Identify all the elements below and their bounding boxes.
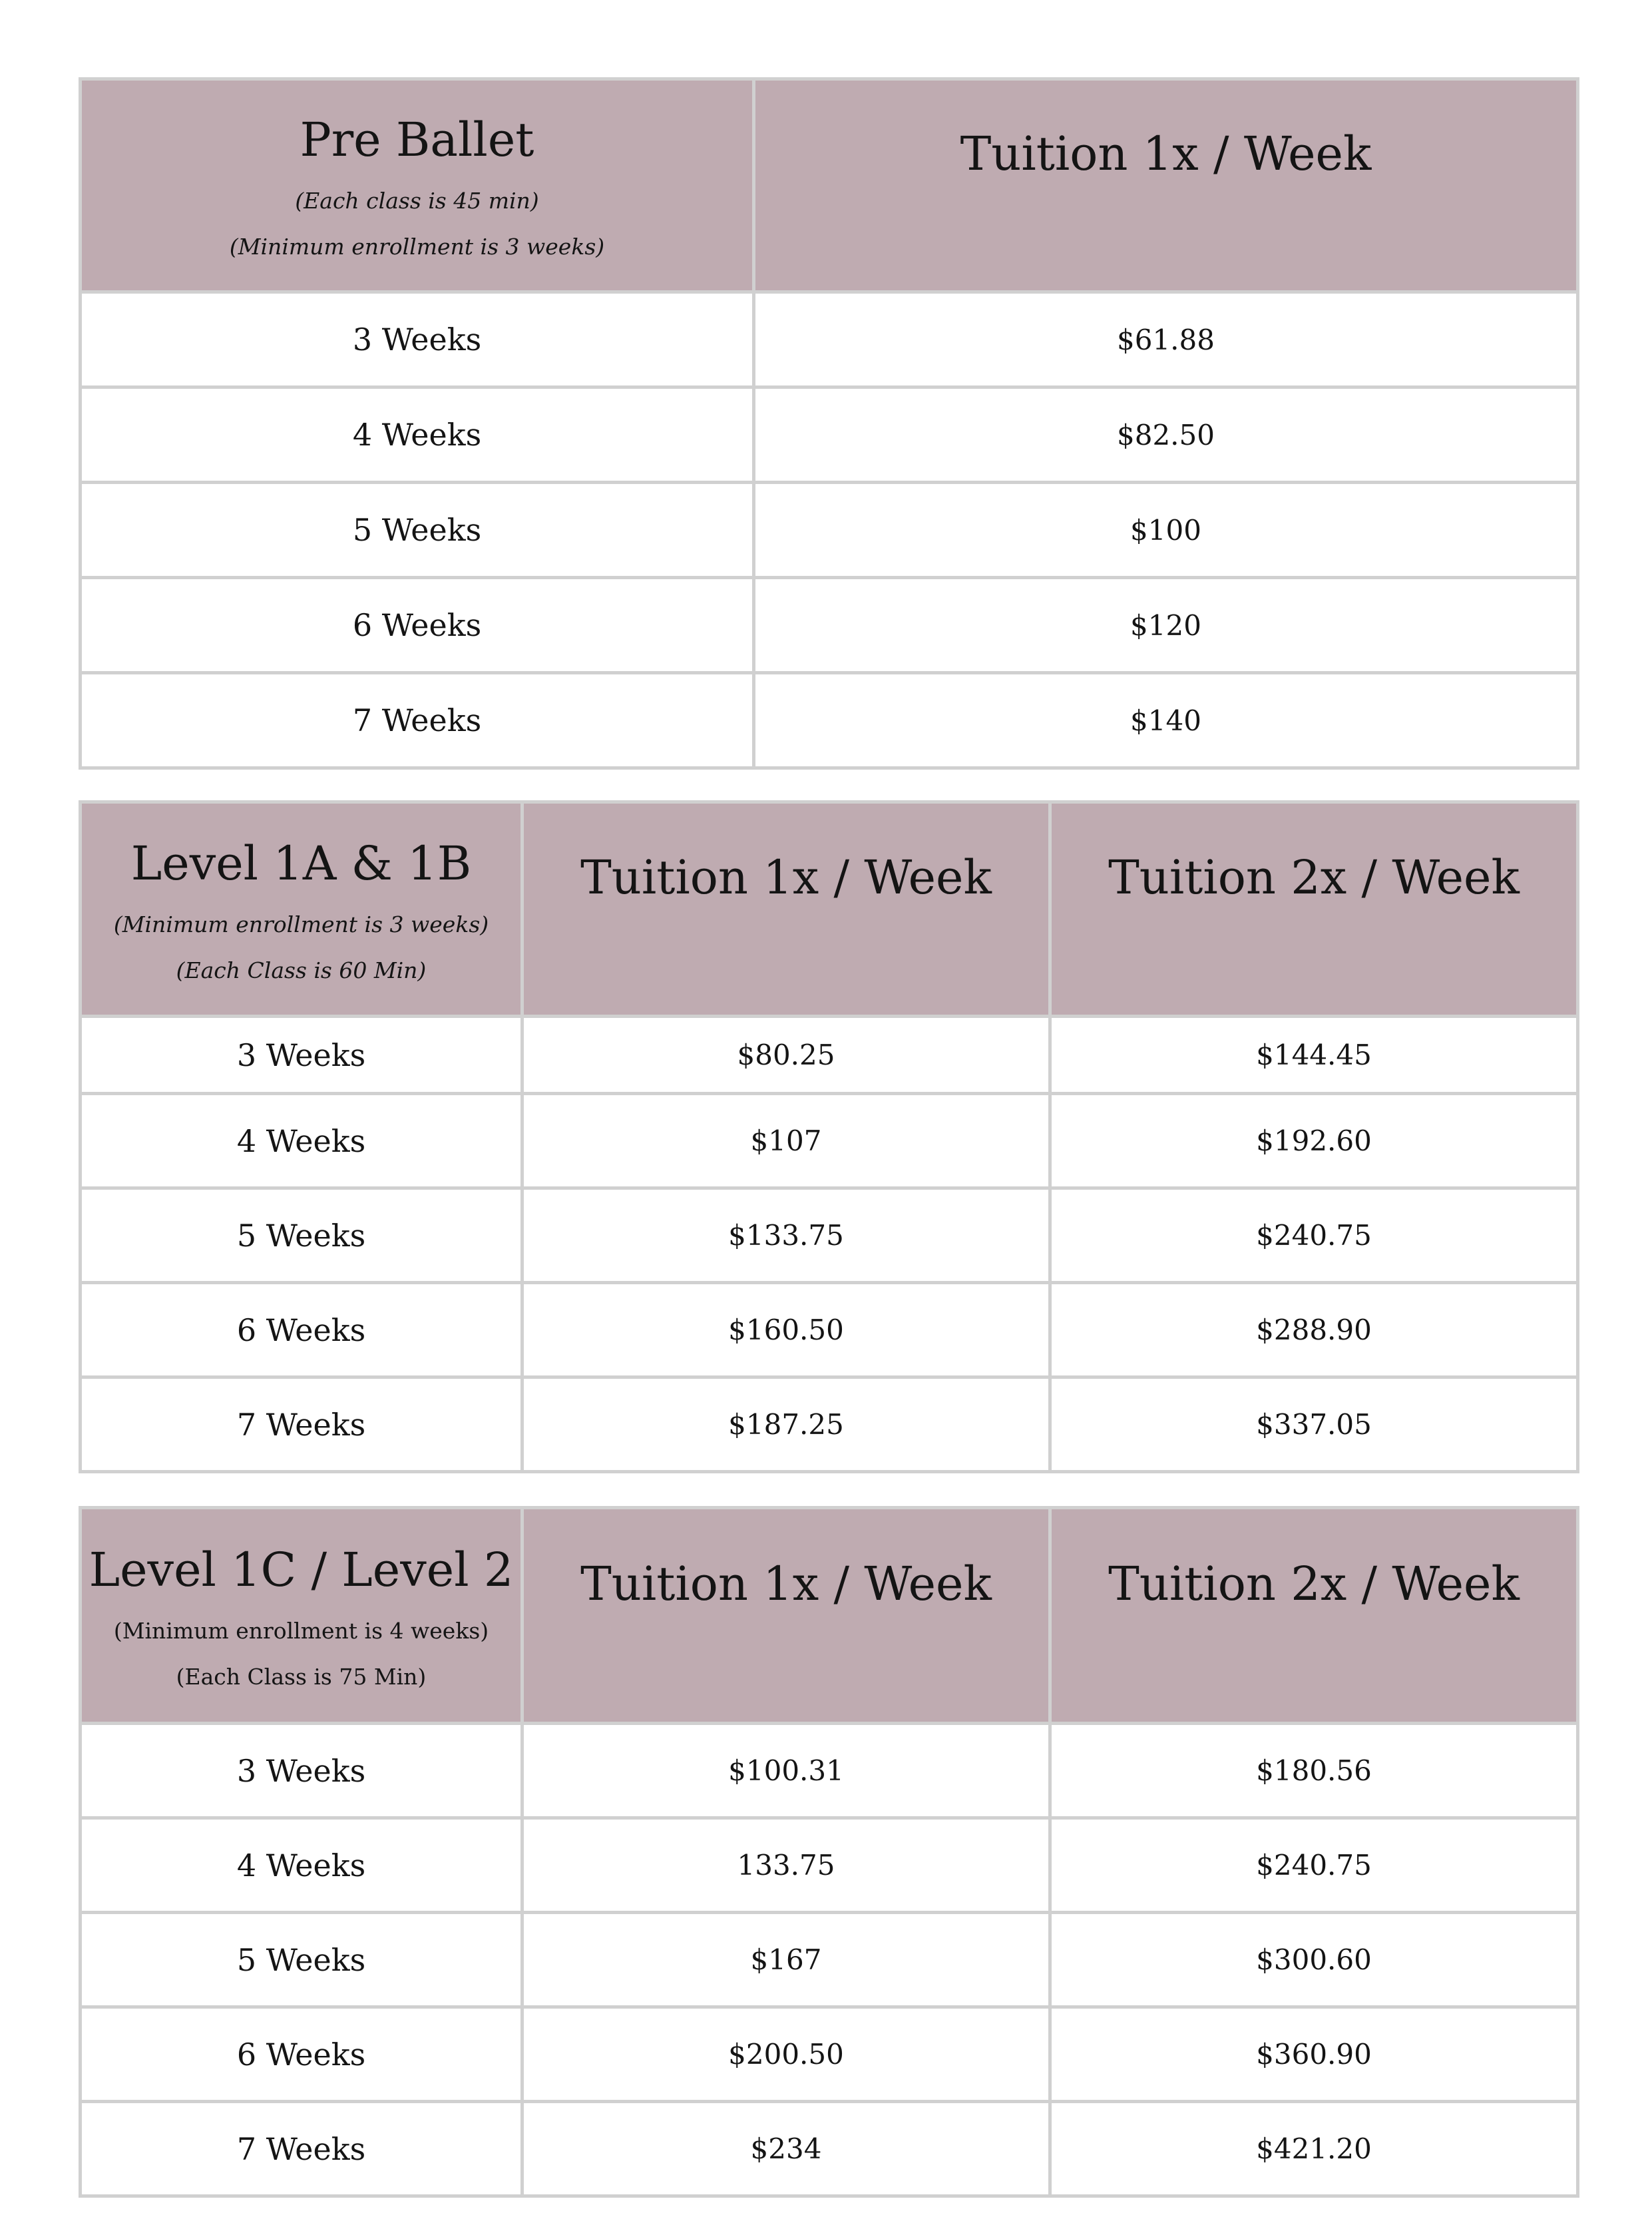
weeks-label: 3 Weeks bbox=[236, 1037, 366, 1073]
price-value: $192.60 bbox=[1256, 1124, 1372, 1157]
column-header-label: Tuition 1x / Week bbox=[580, 1556, 992, 1611]
minimum-enrollment-note: (Minimum enrollment is 4 weeks) bbox=[113, 1617, 489, 1644]
price-cell bbox=[1050, 1913, 1578, 2007]
weeks-label: 4 Weeks bbox=[236, 1122, 366, 1159]
price-cell bbox=[1050, 1818, 1578, 1913]
weeks-cell bbox=[81, 578, 754, 673]
price-value: $240.75 bbox=[1256, 1849, 1372, 1881]
level-title: Level 1C / Level 2 bbox=[89, 1542, 514, 1597]
table-header-row bbox=[81, 1508, 1578, 1724]
weeks-label: 4 Weeks bbox=[236, 1847, 366, 1883]
price-cell bbox=[754, 673, 1578, 768]
table-row bbox=[81, 1724, 1578, 1818]
weeks-cell bbox=[81, 1094, 522, 1188]
price-cell bbox=[522, 1094, 1050, 1188]
price-value: $140 bbox=[1130, 704, 1201, 737]
price-cell bbox=[1050, 1377, 1578, 1472]
table-header-row bbox=[81, 802, 1578, 1017]
price-cell bbox=[522, 1283, 1050, 1377]
table-row bbox=[81, 483, 1578, 578]
weeks-cell bbox=[81, 292, 754, 387]
table-header-row bbox=[81, 79, 1578, 292]
weeks-label: 4 Weeks bbox=[352, 417, 482, 453]
column-header-label: Tuition 2x / Week bbox=[1108, 850, 1520, 905]
level-1c-level-2-table bbox=[79, 1506, 1579, 2198]
table-row bbox=[81, 2102, 1578, 2196]
price-value: $200.50 bbox=[728, 2038, 844, 2071]
weeks-label: 7 Weeks bbox=[236, 2130, 366, 2167]
price-cell bbox=[1050, 1724, 1578, 1818]
price-cell bbox=[1050, 2007, 1578, 2102]
table-row bbox=[81, 387, 1578, 483]
weeks-cell bbox=[81, 1283, 522, 1377]
table-row bbox=[81, 673, 1578, 768]
price-cell bbox=[754, 292, 1578, 387]
weeks-label: 3 Weeks bbox=[236, 1752, 366, 1789]
level-header-cell bbox=[81, 79, 754, 292]
table-row bbox=[81, 1094, 1578, 1188]
price-cell bbox=[1050, 1094, 1578, 1188]
column-header-2x bbox=[1050, 1508, 1578, 1724]
weeks-cell bbox=[81, 1377, 522, 1472]
price-cell bbox=[754, 387, 1578, 483]
column-header-1x bbox=[754, 79, 1578, 292]
level-header-cell bbox=[81, 802, 522, 1017]
table-row bbox=[81, 1188, 1578, 1283]
class-duration-note: (Each class is 45 min) bbox=[295, 187, 539, 214]
weeks-label: 5 Weeks bbox=[352, 512, 482, 548]
minimum-enrollment-note: (Minimum enrollment is 3 weeks) bbox=[229, 233, 605, 260]
table-row bbox=[81, 1017, 1578, 1094]
table-row bbox=[81, 292, 1578, 387]
weeks-label: 7 Weeks bbox=[236, 1406, 366, 1443]
weeks-label: 3 Weeks bbox=[352, 322, 482, 358]
table-row bbox=[81, 1913, 1578, 2007]
table-row bbox=[81, 1818, 1578, 1913]
price-value: $180.56 bbox=[1256, 1754, 1372, 1787]
minimum-enrollment-note: (Minimum enrollment is 3 weeks) bbox=[113, 911, 489, 937]
price-cell bbox=[1050, 1017, 1578, 1094]
price-value: 133.75 bbox=[737, 1849, 835, 1881]
price-value: $360.90 bbox=[1256, 2038, 1372, 2071]
column-header-2x bbox=[1050, 802, 1578, 1017]
price-value: $167 bbox=[750, 1943, 822, 1976]
weeks-label: 6 Weeks bbox=[236, 1312, 366, 1348]
weeks-cell bbox=[81, 1913, 522, 2007]
price-cell bbox=[522, 2102, 1050, 2196]
price-cell bbox=[522, 1724, 1050, 1818]
price-value: $80.25 bbox=[737, 1039, 835, 1071]
weeks-cell bbox=[81, 1818, 522, 1913]
column-header-1x bbox=[522, 802, 1050, 1017]
price-cell bbox=[1050, 1188, 1578, 1283]
price-value: $61.88 bbox=[1117, 323, 1215, 356]
price-value: $133.75 bbox=[728, 1219, 844, 1252]
weeks-label: 5 Weeks bbox=[236, 1941, 366, 1978]
column-header-label: Tuition 1x / Week bbox=[580, 850, 992, 905]
price-value: $240.75 bbox=[1256, 1219, 1372, 1252]
price-value: $144.45 bbox=[1256, 1039, 1372, 1071]
price-value: $100 bbox=[1130, 513, 1201, 547]
level-title: Pre Ballet bbox=[300, 112, 534, 167]
weeks-cell bbox=[81, 2007, 522, 2102]
table-row bbox=[81, 1283, 1578, 1377]
price-value: $300.60 bbox=[1256, 1943, 1372, 1976]
column-header-label: Tuition 1x / Week bbox=[960, 126, 1372, 181]
price-cell bbox=[1050, 2102, 1578, 2196]
class-duration-note: (Each Class is 60 Min) bbox=[176, 957, 427, 983]
price-value: $82.50 bbox=[1117, 418, 1215, 451]
price-value: $337.05 bbox=[1256, 1408, 1372, 1441]
weeks-cell bbox=[81, 1724, 522, 1818]
price-cell bbox=[522, 1017, 1050, 1094]
table-row bbox=[81, 1377, 1578, 1472]
weeks-label: 6 Weeks bbox=[236, 2036, 366, 2073]
price-cell bbox=[754, 578, 1578, 673]
weeks-cell bbox=[81, 2102, 522, 2196]
price-cell bbox=[754, 483, 1578, 578]
price-value: $100.31 bbox=[728, 1754, 844, 1787]
weeks-label: 6 Weeks bbox=[352, 607, 482, 643]
weeks-cell bbox=[81, 1017, 522, 1094]
table-row bbox=[81, 2007, 1578, 2102]
price-cell bbox=[522, 1913, 1050, 2007]
level-1a-1b-table bbox=[79, 800, 1579, 1473]
weeks-cell bbox=[81, 1188, 522, 1283]
level-title: Level 1A & 1B bbox=[130, 836, 472, 891]
price-cell bbox=[1050, 1283, 1578, 1377]
price-value: $288.90 bbox=[1256, 1314, 1372, 1346]
price-value: $107 bbox=[750, 1124, 822, 1157]
price-cell bbox=[522, 1818, 1050, 1913]
weeks-cell bbox=[81, 673, 754, 768]
price-value: $421.20 bbox=[1256, 2132, 1372, 2165]
weeks-label: 7 Weeks bbox=[352, 702, 482, 738]
price-cell bbox=[522, 2007, 1050, 2102]
table-row bbox=[81, 578, 1578, 673]
column-header-label: Tuition 2x / Week bbox=[1108, 1556, 1520, 1611]
level-header-cell bbox=[81, 1508, 522, 1724]
class-duration-note: (Each Class is 75 Min) bbox=[176, 1663, 427, 1690]
pre-ballet-table bbox=[79, 77, 1579, 770]
price-value: $160.50 bbox=[728, 1314, 844, 1346]
column-header-1x bbox=[522, 1508, 1050, 1724]
price-value: $234 bbox=[750, 2132, 822, 2165]
weeks-cell bbox=[81, 483, 754, 578]
price-value: $120 bbox=[1130, 609, 1201, 642]
weeks-label: 5 Weeks bbox=[236, 1217, 366, 1254]
weeks-cell bbox=[81, 387, 754, 483]
price-value: $187.25 bbox=[728, 1408, 844, 1441]
price-cell bbox=[522, 1377, 1050, 1472]
price-cell bbox=[522, 1188, 1050, 1283]
